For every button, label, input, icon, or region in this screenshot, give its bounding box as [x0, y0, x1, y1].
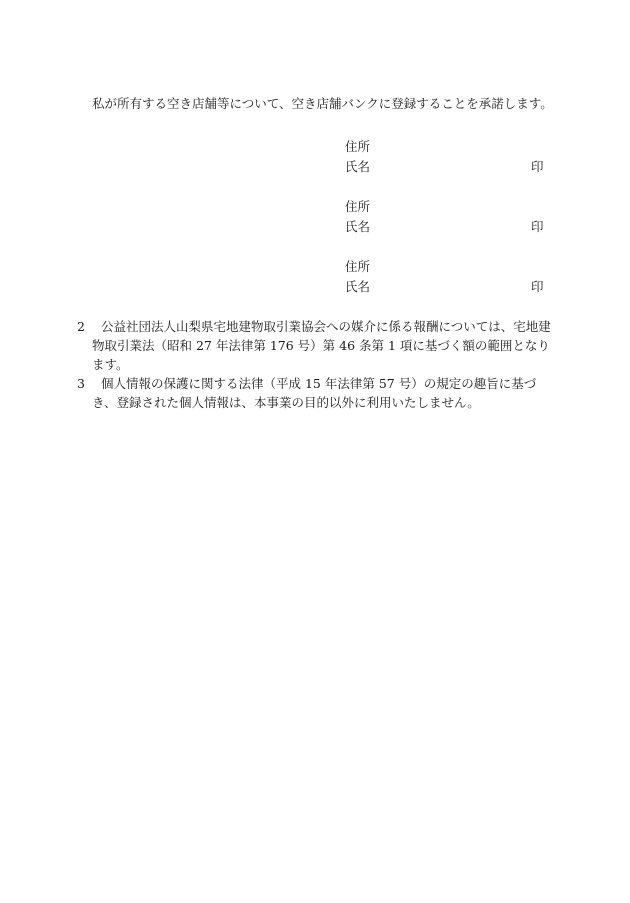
clause-number: 2 [77, 319, 85, 334]
consent-statement: 私が所有する空き店舗等について、空き店舗バンクに登録することを承諾します。 [92, 96, 553, 111]
seal-mark: 印 [531, 219, 544, 234]
seal-mark: 印 [531, 159, 544, 174]
address-label: 住所 [345, 139, 371, 154]
name-label: 氏名 [345, 219, 371, 234]
clause-text: 公益社団法人山梨県宅地建物取引業協会への媒介に係る報酬については、宅地建物取引業法（昭和 27 年法律第 176 号）第 46 条第 1 項に基づく額の範囲となります。 [92, 319, 551, 372]
clause-item-2 [77, 317, 559, 374]
address-label: 住所 [345, 199, 371, 214]
clause-number: 3 [77, 376, 85, 391]
clause-text: 個人情報の保護に関する法律（平成 15 年法律第 57 号）の規定の趣旨に基づき、登録された個人情報は、本事業の目的以外に利用いたしません。 [92, 376, 537, 410]
signature-block-3 [345, 257, 555, 297]
name-label: 氏名 [345, 159, 371, 174]
clause-item-3 [77, 374, 559, 412]
signature-block-2 [345, 197, 555, 237]
seal-mark: 印 [531, 279, 544, 294]
name-label: 氏名 [345, 279, 371, 294]
signature-block-1 [345, 137, 555, 177]
address-label: 住所 [345, 259, 371, 274]
